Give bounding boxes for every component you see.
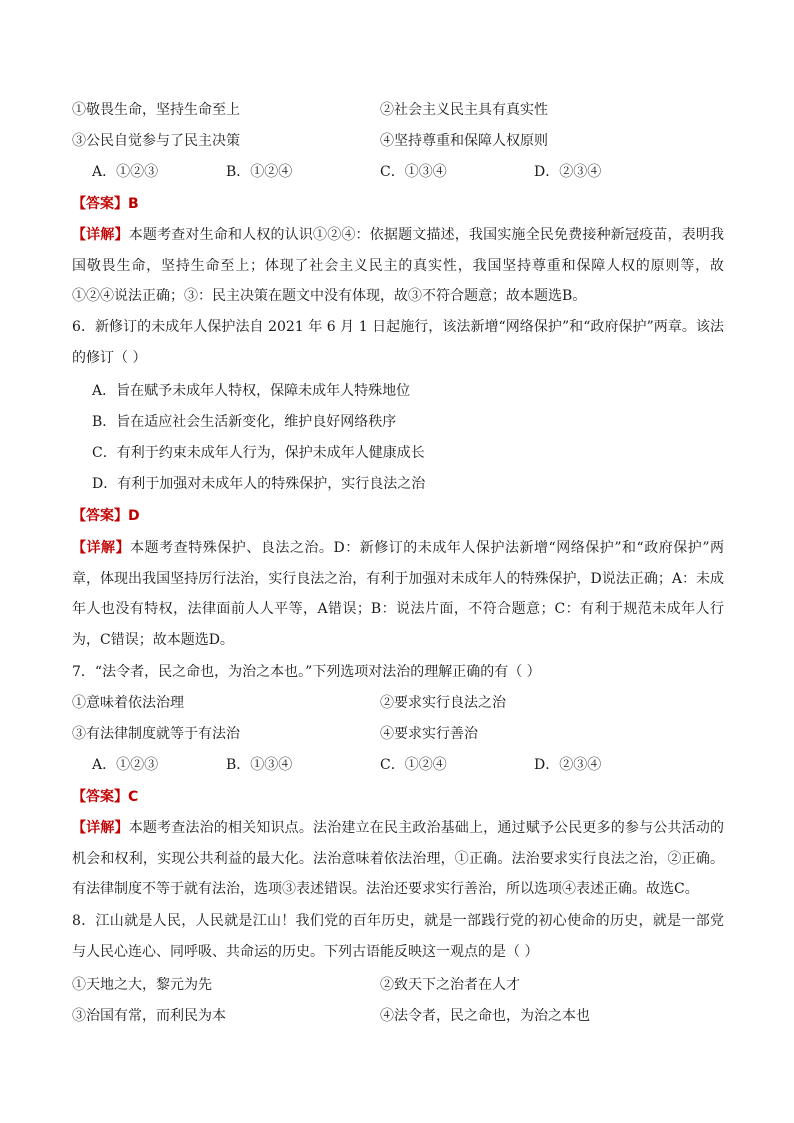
detail-text: 本题考查特殊保护、良法之治。D：新修订的未成年人保护法新增“网络保护”和“政府保护”两章，体现出我国坚持厉行法治，实行良法之治，有利于加强对未成年人的特殊保护，D说法正确；A：未成年人也没有特权，法律面前人人平等，A错误；B：说法片面，不符合题意；C：有利于规范未成年人行为，C错误；故本题选D。 bbox=[72, 540, 725, 648]
answer-value: D bbox=[128, 508, 140, 524]
detail-text: 本题考查法治的相关知识点。法治建立在民主政治基础上，通过赋予公民更多的参与公共活动的机会和权利，实现公共利益的最大化。法治意味着依法治理，①正确。法治要求实行良法之治，②正确。有法律制度不等于就有法治，选项③表述错误。法治还要求实行善治，所以选项④表述正确。故选C。 bbox=[72, 820, 725, 897]
q5-item-4: ④坚持尊重和保障人权原则 bbox=[380, 133, 548, 149]
detail-tag: 【详解】 bbox=[72, 227, 129, 243]
q5-answer bbox=[72, 194, 139, 214]
q5-item-1: ①敬畏生命，坚持生命至上 bbox=[72, 102, 240, 118]
q7-stem: 7．“法令者，民之命也，为治之本也。”下列选项对法治的理解正确的有（ ） bbox=[72, 664, 541, 680]
q7-item-1: ①意味着依法治理 bbox=[72, 695, 184, 711]
answer-tag: 【答案】 bbox=[72, 789, 128, 805]
q5-choice-b: B．①②④ bbox=[226, 164, 293, 180]
q6-choice-d: D．有利于加强对未成年人的特殊保护，实行良法之治 bbox=[92, 476, 426, 492]
q7-item-3: ③有法律制度就等于有法治 bbox=[72, 726, 240, 742]
q5-item-2: ②社会主义民主具有真实性 bbox=[380, 102, 548, 118]
q8-item-4: ④法令者，民之命也，为治之本也 bbox=[380, 1008, 590, 1024]
q7-detail bbox=[72, 813, 724, 905]
q5-choice-a: A．①②③ bbox=[92, 164, 159, 180]
q5-detail bbox=[72, 220, 724, 312]
answer-tag: 【答案】 bbox=[72, 196, 128, 212]
q7-choice-a: A．①②③ bbox=[92, 757, 159, 773]
q8-item-3: ③治国有常，而利民为本 bbox=[72, 1008, 226, 1024]
q5-item-3: ③公民自觉参与了民主决策 bbox=[72, 133, 240, 149]
q8-stem: 8．江山就是人民，人民就是江山！我们党的百年历史，就是一部践行党的初心使命的历史，就是一部党与人民心连心、同呼吸、共命运的历史。下列古语能反映这一观点的是（ ） bbox=[72, 913, 724, 960]
answer-value: C bbox=[128, 789, 139, 805]
q7-choice-d: D．②③④ bbox=[534, 757, 602, 773]
q7-item-2: ②要求实行良法之治 bbox=[380, 695, 506, 711]
q7-item-4: ④要求实行善治 bbox=[380, 726, 478, 742]
q5-choice-d: D．②③④ bbox=[534, 164, 602, 180]
q7-choice-c: C．①②④ bbox=[380, 757, 447, 773]
q6-choice-b: B．旨在适应社会生活新变化，维护良好网络秩序 bbox=[92, 414, 397, 430]
q6-choice-c: C．有利于约束未成年人行为，保护未成年人健康成长 bbox=[92, 445, 425, 461]
detail-tag: 【详解】 bbox=[72, 540, 131, 556]
q8-item-1: ①天地之大，黎元为先 bbox=[72, 977, 212, 993]
q8-item-2: ②致天下之治者在人才 bbox=[380, 977, 520, 993]
detail-text: 本题考查对生命和人权的认识①②④：依据题文描述，我国实施全民免费接种新冠疫苗，表明我国敬畏生命，坚持生命至上；体现了社会主义民主的真实性，我国坚持尊重和保障人权的原则等，故①②④说法正确；③：民主决策在题文中没有体现，故③不符合题意；故本题选B。 bbox=[72, 227, 725, 304]
q6-answer bbox=[72, 506, 140, 526]
q7-answer bbox=[72, 787, 138, 807]
q7-choice-b: B．①③④ bbox=[226, 757, 293, 773]
q6-choice-a: A．旨在赋予未成年人特权，保障未成年人特殊地位 bbox=[92, 383, 411, 399]
q6-stem: 6．新修订的未成年人保护法自 2021 年 6 月 1 日起施行，该法新增“网络保护”和“政府保护”两章。该法的修订（ ） bbox=[72, 319, 724, 366]
q5-choice-c: C．①③④ bbox=[380, 164, 447, 180]
answer-value: B bbox=[128, 196, 139, 212]
q6-detail bbox=[72, 533, 724, 655]
answer-tag: 【答案】 bbox=[72, 508, 128, 524]
detail-tag: 【详解】 bbox=[72, 820, 129, 836]
